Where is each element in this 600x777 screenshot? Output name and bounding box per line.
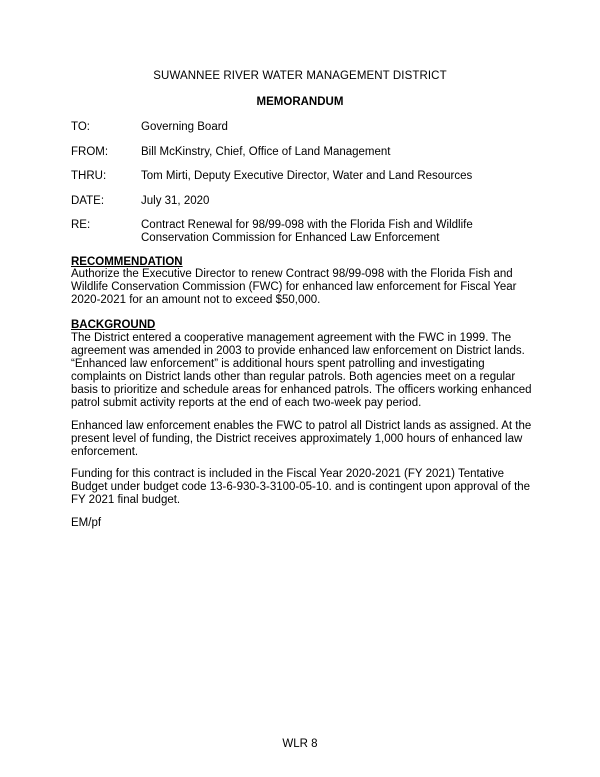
background-paragraph-2: Enhanced law enforcement enables the FWC to patrol all District lands as assigned. At the present level of funding, the District receives approximately 1,000 hours of enhanced law enforcement. — [71, 420, 532, 458]
memo-from-label: FROM: — [71, 146, 109, 158]
memo-thru-label: THRU: — [71, 170, 107, 182]
memo-thru-value: Tom Mirti, Deputy Executive Director, Water and Land Resources — [141, 170, 473, 182]
background-heading: BACKGROUND — [71, 319, 156, 331]
memo-re-label: RE: — [71, 219, 91, 231]
recommendation-heading: RECOMMENDATION — [71, 256, 183, 268]
memo-to-row — [71, 121, 541, 134]
memo-from-row — [71, 146, 541, 159]
memo-from-value: Bill McKinstry, Chief, Office of Land Management — [141, 146, 391, 158]
recommendation-text: Authorize the Executive Director to renew Contract 98/99-098 with the Florida Fish and Wildlife Conservation Commission (FWC) for enhanced law enforcement for Fiscal Year 2020-2021 for an amount not to exceed $50,000. — [71, 268, 517, 306]
organization-name: SUWANNEE RIVER WATER MANAGEMENT DISTRICT — [153, 70, 447, 82]
memo-re-row — [71, 219, 541, 245]
memo-to-label: TO: — [71, 121, 90, 133]
memo-title: MEMORANDUM — [256, 96, 344, 108]
memo-date-value: July 31, 2020 — [141, 195, 210, 207]
memo-date-row — [71, 195, 541, 208]
background-paragraph-1: The District entered a cooperative management agreement with the FWC in 1999. The agreement was amended in 2003 to provide enhanced law enforcement on District lands. “Enhanced law enforcement” is additional hours spent patrolling and investigating complaints on District lands other than regular patrols. Both agencies meet on a regular basis to prioritize and schedule areas for enhanced patrols. The officers working enhanced patrol submit activity reports at the end of each two-week pay period. — [71, 332, 532, 409]
memo-to-value: Governing Board — [141, 121, 228, 133]
memo-re-value: Contract Renewal for 98/99-098 with the Florida Fish and Wildlife Conservation Commission for Enhanced Law Enforcement — [141, 219, 473, 244]
memo-thru-row — [71, 170, 541, 183]
memo-date-label: DATE: — [71, 195, 105, 207]
page-label: WLR 8 — [282, 738, 318, 750]
background-paragraph-3: Funding for this contract is included in the Fiscal Year 2020-2021 (FY 2021) Tentative Budget under budget code 13-6-930-3-3100-05-10. and is contingent upon approval of the FY 2021 final budget. — [71, 468, 531, 506]
author-initials: EM/pf — [71, 517, 102, 529]
